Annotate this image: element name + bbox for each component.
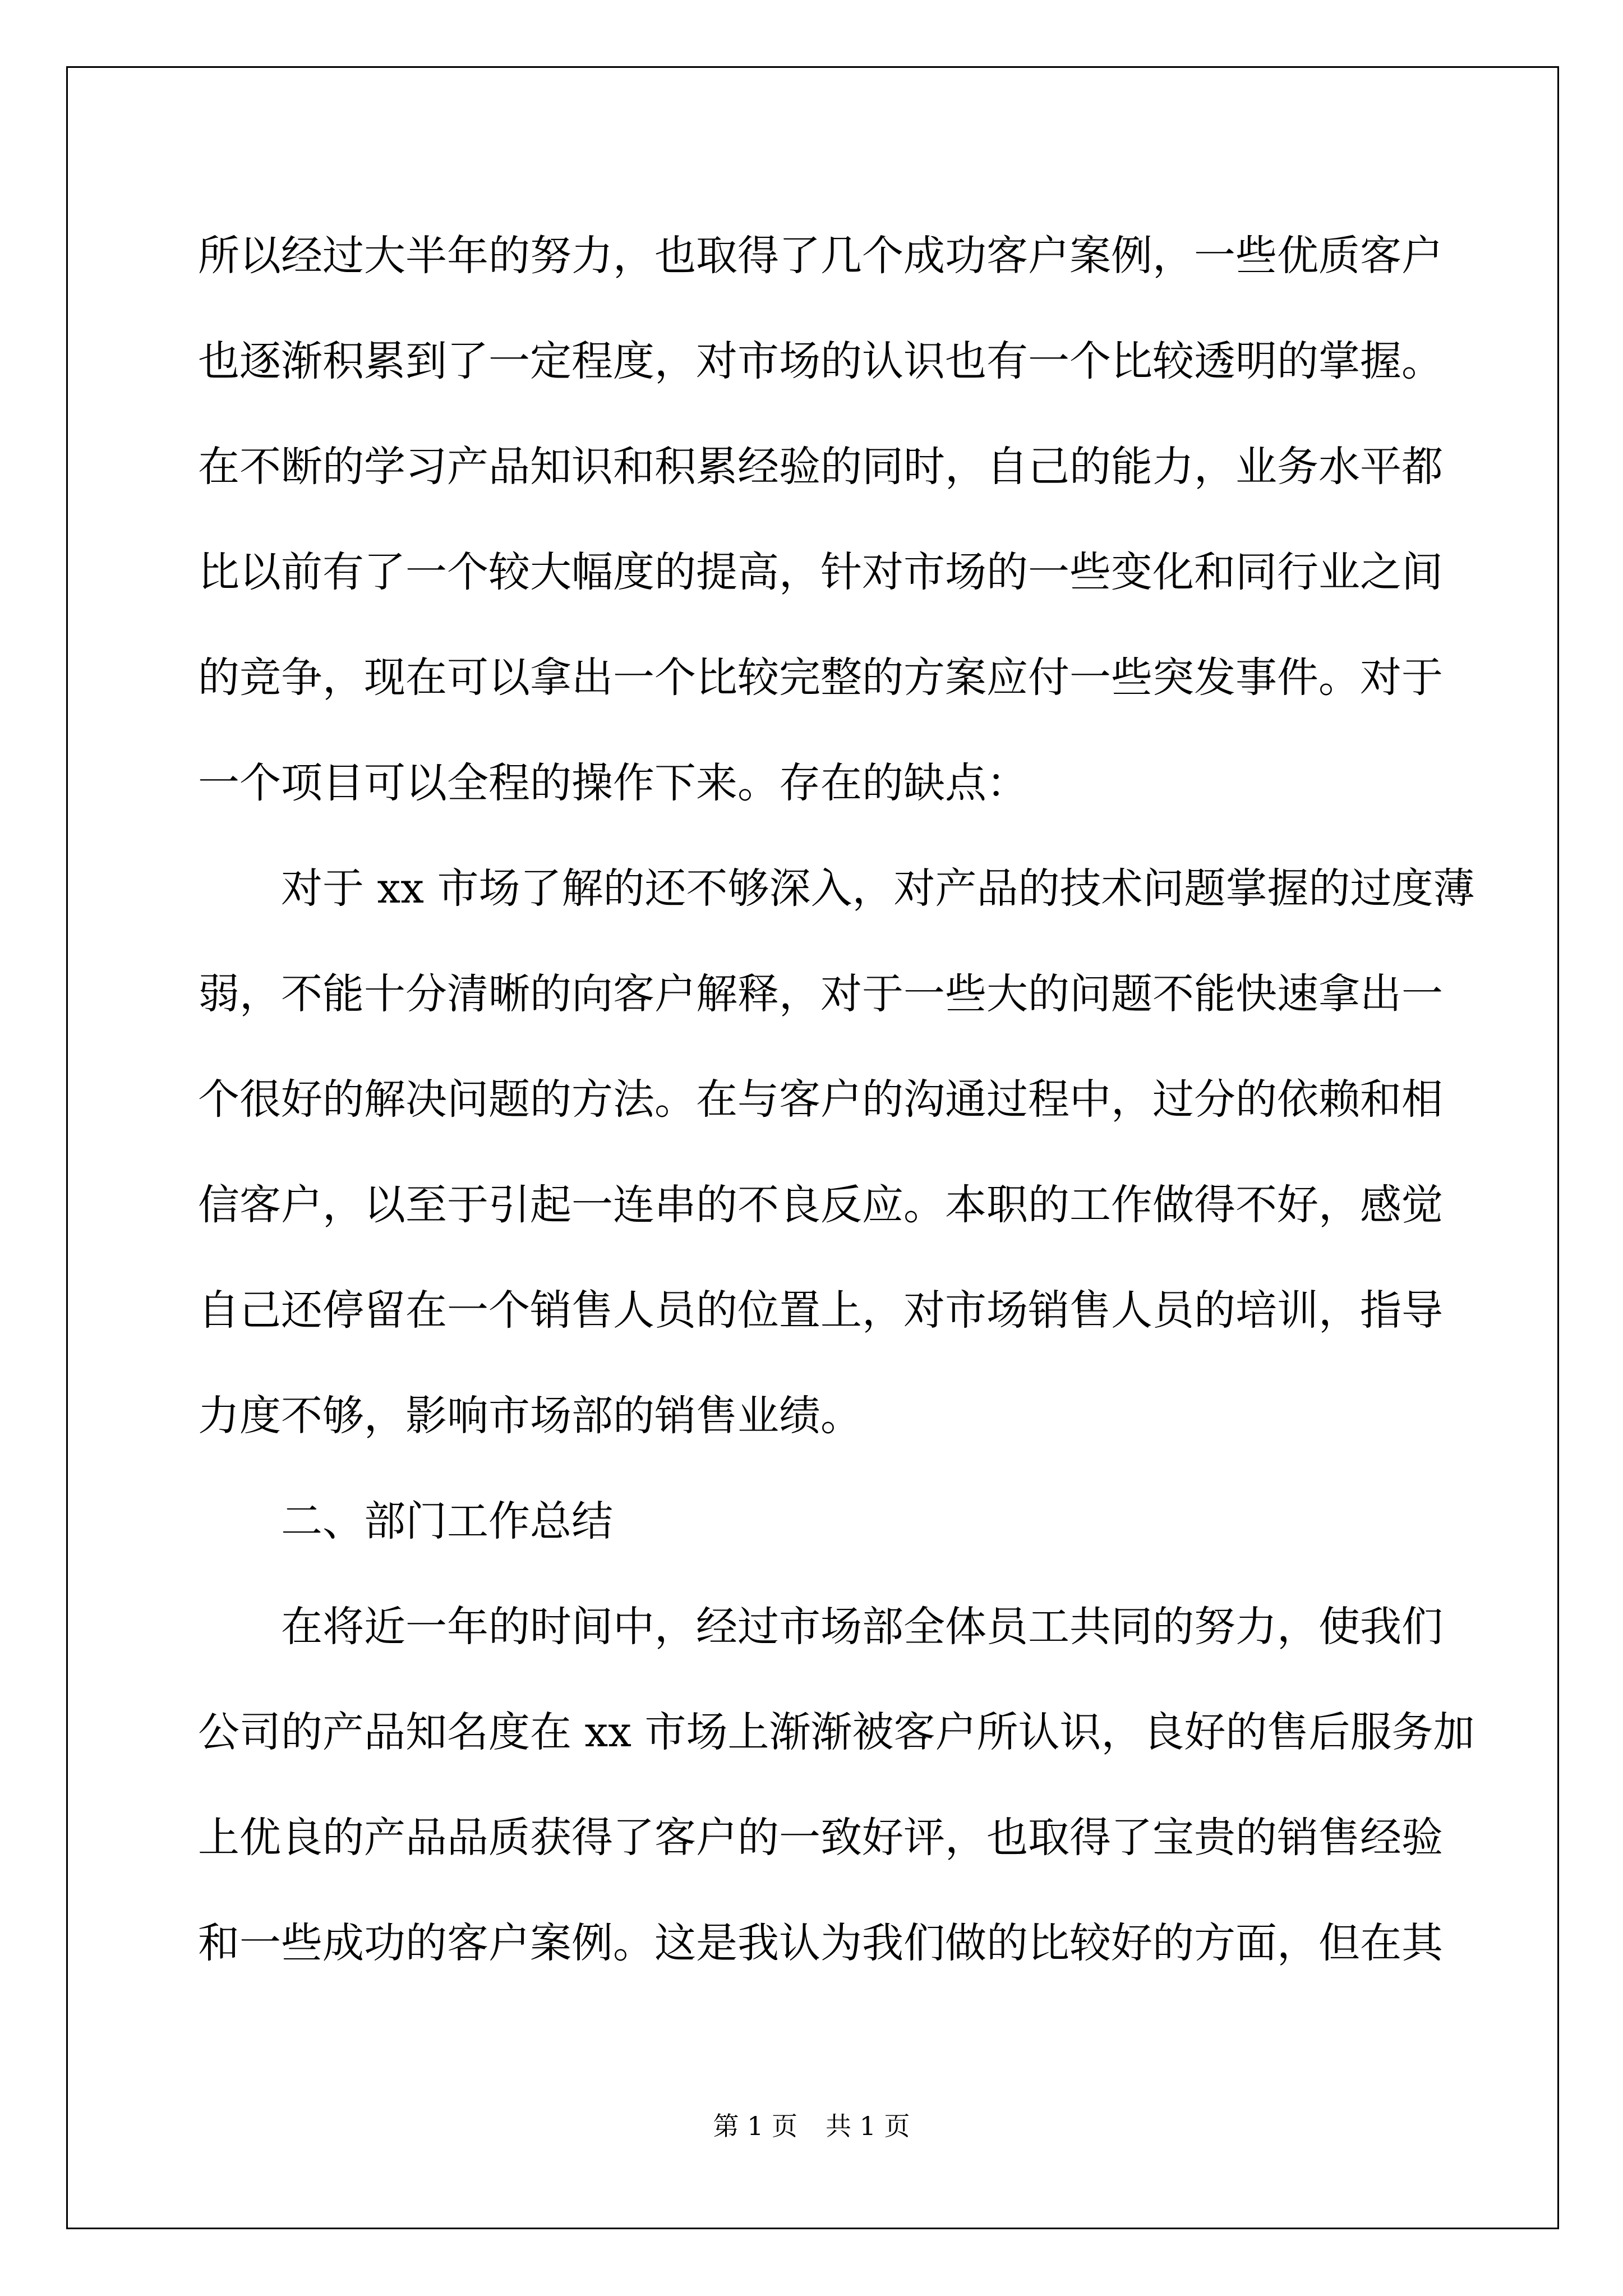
text-line: 在不断的学习产品知识和积累经验的同时，自己的能力，业务水平都 <box>198 443 1443 491</box>
text-line: 对于 xx 市场了解的还不够深入，对产品的技术问题掌握的过度薄 <box>281 864 1475 913</box>
section-heading: 二、部门工作总结 <box>281 1497 613 1545</box>
text-line: 也逐渐积累到了一定程度，对市场的认识也有一个比较透明的掌握。 <box>198 337 1443 385</box>
text-line: 上优良的产品品质获得了客户的一致好评，也取得了宝贵的销售经验 <box>198 1814 1443 1862</box>
text-line: 的竞争，现在可以拿出一个比较完整的方案应付一些突发事件。对于 <box>198 654 1443 702</box>
text-line: 一个项目可以全程的操作下来。存在的缺点： <box>198 759 1028 807</box>
page-footer <box>0 2109 1623 2143</box>
text-line: 在将近一年的时间中，经过市场部全体员工共同的努力，使我们 <box>281 1603 1443 1651</box>
text-line: 力度不够，影响市场部的销售业绩。 <box>198 1392 862 1440</box>
text-line: 比以前有了一个较大幅度的提高，针对市场的一些变化和同行业之间 <box>198 548 1443 596</box>
page-number: 第 1 页 <box>713 2111 797 2141</box>
text-line: 自己还停留在一个销售人员的位置上，对市场销售人员的培训，指导 <box>198 1286 1443 1335</box>
text-line: 弱，不能十分清晰的向客户解释，对于一些大的问题不能快速拿出一 <box>198 970 1443 1018</box>
text-line: 和一些成功的客户案例。这是我认为我们做的比较好的方面，但在其 <box>198 1919 1443 1967</box>
document-body <box>198 203 1475 1996</box>
text-line: 公司的产品知名度在 xx 市场上渐渐被客户所认识，良好的售后服务加 <box>198 1708 1475 1756</box>
page-total: 共 1 页 <box>826 2111 910 2141</box>
text-line: 个很好的解决问题的方法。在与客户的沟通过程中，过分的依赖和相 <box>198 1075 1443 1124</box>
text-line: 所以经过大半年的努力，也取得了几个成功客户案例，一些优质客户 <box>198 232 1443 280</box>
text-line: 信客户，以至于引起一连串的不良反应。本职的工作做得不好，感觉 <box>198 1181 1443 1229</box>
